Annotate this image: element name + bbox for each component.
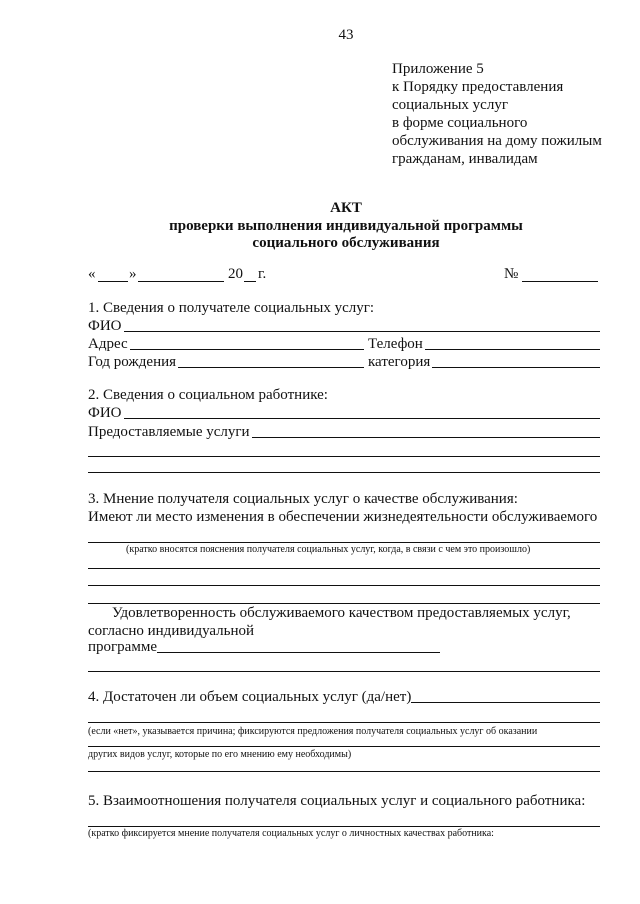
recipient-phone-label: Телефон [368, 336, 423, 352]
section4-note-2: других видов услуг, которые по его мнению ему необходимы) [88, 749, 352, 760]
document-subtitle-2: социального обслуживания [252, 235, 440, 251]
worker-services-blank[interactable] [88, 456, 600, 457]
section3-question: Имеют ли место изменения в обеспечении жизнедеятельности обслуживаемого [88, 509, 598, 525]
satisfaction-row [88, 638, 440, 656]
satisfaction-text-2: согласно индивидуальной [88, 623, 255, 639]
satisfaction-text-1: Удовлетворенность обслуживаемого качеством предоставляемых услуг, [112, 605, 571, 621]
section5-heading: 5. Взаимоотношения получателя социальных услуг и социального работника: [88, 793, 586, 809]
changes-blank[interactable] [88, 542, 600, 543]
recipient-category-blank[interactable] [432, 367, 600, 368]
worker-fio-row [88, 404, 600, 422]
appendix-line: социальных услуг [392, 97, 508, 113]
month-blank[interactable] [138, 281, 224, 282]
recipient-birth-label: Год рождения [88, 354, 177, 370]
worker-services-label: Предоставляемые услуги [88, 424, 250, 440]
section3-heading: 3. Мнение получателя социальных услуг о качестве обслуживания: [88, 491, 518, 507]
worker-services-row [88, 423, 600, 441]
satisfaction-label: программе [88, 639, 157, 655]
volume-answer-blank[interactable] [411, 702, 600, 703]
recipient-category-label: категория [368, 354, 431, 370]
recipient-fio-row [88, 317, 600, 335]
appendix-line: гражданам, инвалидам [392, 151, 538, 167]
appendix-line: в форме социального [392, 115, 528, 131]
worker-services-blank[interactable] [252, 437, 600, 438]
volume-blank[interactable] [88, 771, 600, 772]
recipient-address-row [88, 335, 364, 353]
date-quote-close: » [129, 266, 137, 282]
volume-blank[interactable] [88, 722, 600, 723]
appendix-block [392, 60, 602, 168]
day-blank[interactable] [98, 281, 128, 282]
appendix-line: Приложение 5 [392, 61, 484, 77]
recipient-category-row [368, 353, 600, 371]
satisfaction-blank[interactable] [157, 652, 440, 653]
relations-blank[interactable] [88, 826, 600, 827]
recipient-address-blank[interactable] [130, 349, 364, 350]
document-subtitle-1: проверки выполнения индивидуальной программы [169, 218, 523, 234]
section4-heading: 4. Достаточен ли объем социальных услуг (да/нет) [88, 689, 412, 705]
number-blank[interactable] [522, 281, 598, 282]
date-year-suffix: г. [258, 266, 267, 282]
volume-blank[interactable] [88, 746, 600, 747]
date-year-prefix: 20 [228, 266, 243, 282]
changes-blank[interactable] [88, 568, 600, 569]
appendix-line: обслуживания на дому пожилым [392, 133, 602, 149]
worker-fio-blank[interactable] [124, 418, 600, 419]
changes-blank[interactable] [88, 585, 600, 586]
appendix-line: к Порядку предоставления [392, 79, 564, 95]
recipient-phone-row [368, 335, 600, 353]
date-quote-open: « [88, 266, 96, 282]
section1-heading: 1. Сведения о получателе социальных услуг: [88, 300, 375, 316]
recipient-birth-row [88, 353, 364, 371]
recipient-address-label: Адрес [88, 336, 128, 352]
number-sign: № [504, 266, 519, 282]
document-title: АКТ [330, 200, 362, 216]
recipient-fio-blank[interactable] [124, 331, 600, 332]
section5-note: (кратко фиксируется мнение получателя социальных услуг о личностных качествах работника: [88, 828, 494, 839]
page-number: 43 [338, 27, 354, 43]
worker-services-blank[interactable] [88, 472, 600, 473]
satisfaction-blank[interactable] [88, 671, 600, 672]
recipient-phone-blank[interactable] [425, 349, 600, 350]
year-blank[interactable] [244, 281, 256, 282]
section4-note-1: (если «нет», указывается причина; фиксируются предложения получателя социальных услуг об оказании [88, 726, 538, 737]
recipient-fio-label: ФИО [88, 318, 122, 334]
volume-row [88, 688, 600, 706]
worker-fio-label: ФИО [88, 405, 122, 421]
section3-note: (кратко вносятся пояснения получателя социальных услуг, когда, в связи с чем это произошло) [126, 544, 531, 555]
recipient-birth-blank[interactable] [178, 367, 364, 368]
section2-heading: 2. Сведения о социальном работнике: [88, 387, 328, 403]
